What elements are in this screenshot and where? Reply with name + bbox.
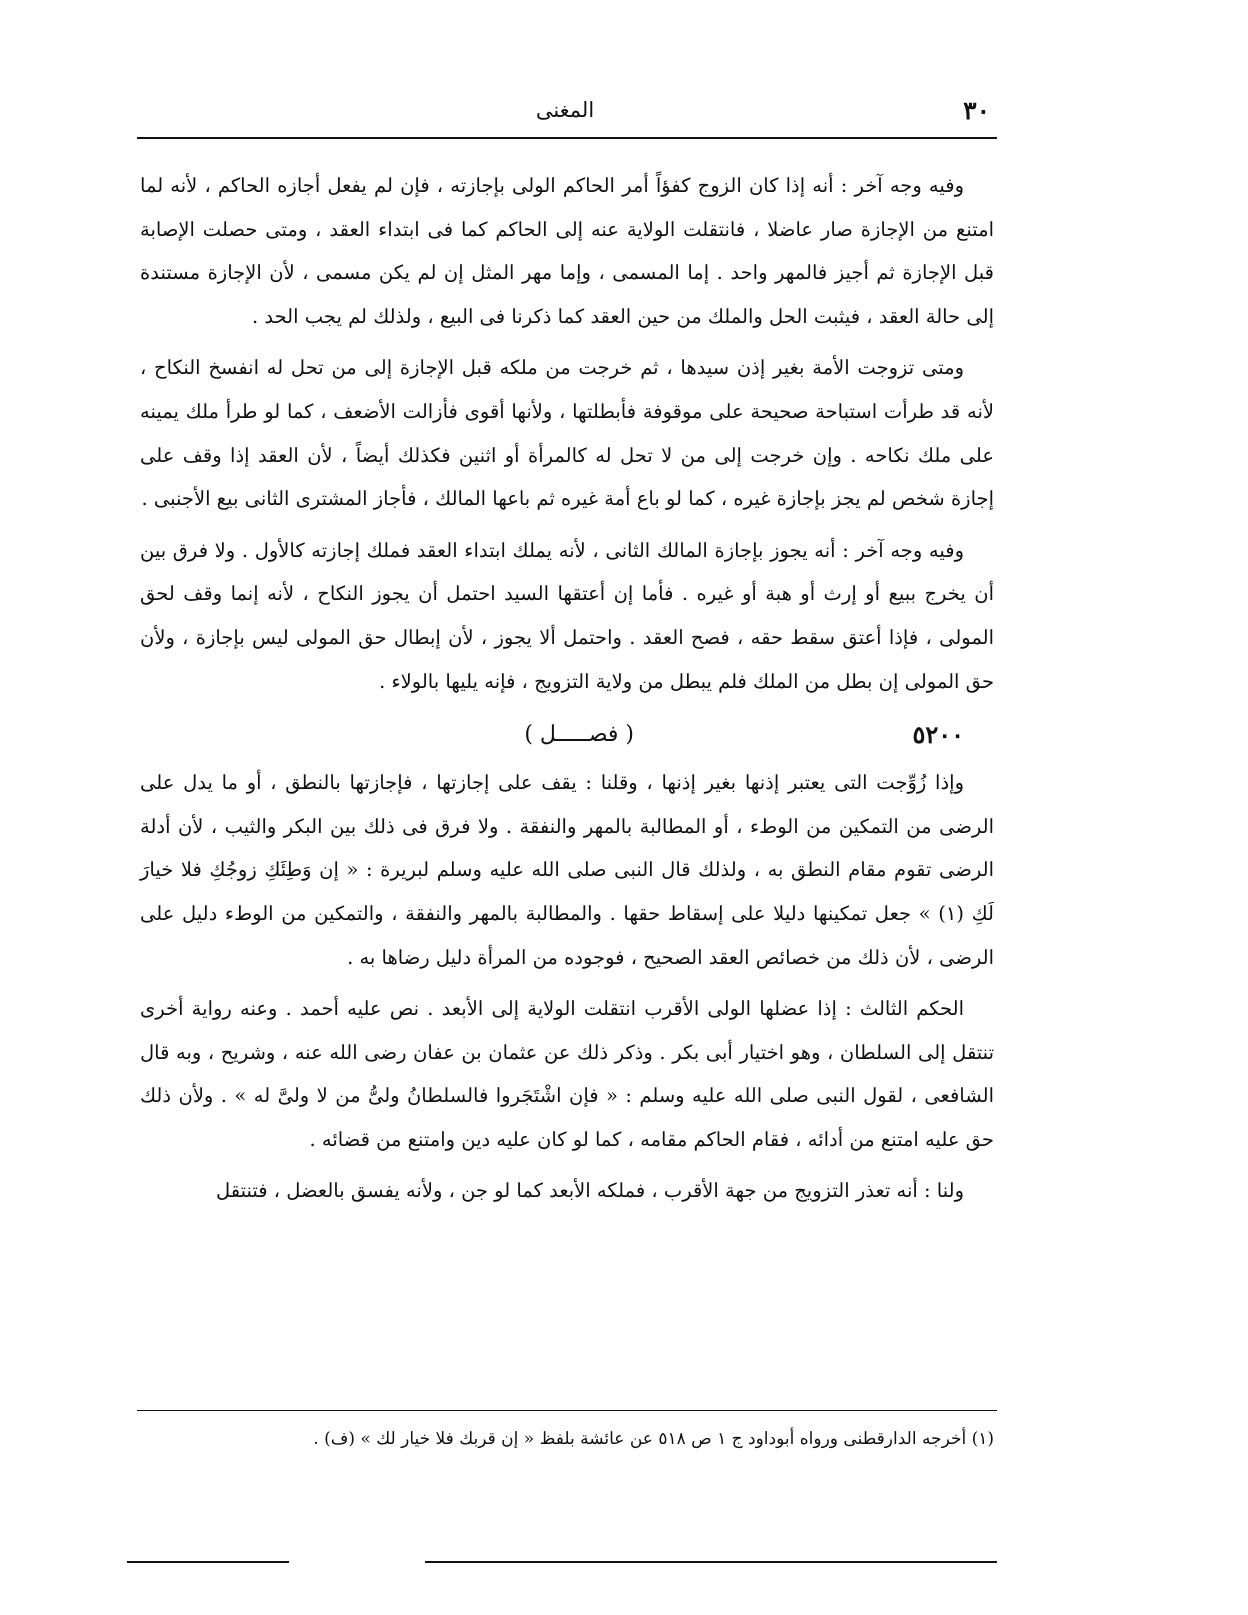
section-heading (140, 711, 994, 751)
section-number: ٥٢٠٠ (912, 720, 964, 750)
section-title: ( فصـــــل ) (524, 722, 634, 748)
page-number: ٣٠ (963, 96, 990, 125)
paragraph: وإذا زُوِّجت التى يعتبر إذنها بغير إذنها ، وقلنا : يقف على إجازتها ، فإجازتها بالنطق ، أو ما يدل على الرضى من التمكين من الوطء ، أو المطالبة بالمهر والنفقة . ولا فرق فى ذلك بين البكر والثيب ، لأن أدلة الرضى تقوم مقام النطق به ، ولذلك قال النبى صلى الله عليه وسلم لبريرة : « إن وَطِئَكِ زوجُكِ فلا خيارَ لَكِ (١) » جعل تمكينها دليلا على إسقاط حقها . والمطالبة بالمهر والنفقة ، والتمكين من الوطء دليل على الرضى ، لأن ذلك من خصائص العقد الصحيح ، فوجوده من المرأة دليل رضاها به . (140, 771, 994, 969)
bottom-rule (425, 1561, 997, 1563)
running-title: المغنى (535, 98, 595, 122)
paragraph: وفيه وجه آخر : أنه يجوز بإجازة المالك الثانى ، لأنه يملك ابتداء العقد فملك إجازته كالأول . ولا فرق بين أن يخرج ببيع أو إرث أو هبة أو غيره . فأما إن أعتقها السيد احتمل أن يجوز النكاح ، لأنه إنما وقف لحق المولى ، فإذا أعتق سقط حقه ، فصح العقد . واحتمل ألا يجوز ، لأن إبطال حق المولى ليس بإجازة ، ولأن حق المولى إن بطل من الملك فلم يبطل من ولاية التزويج ، فإنه يليها بالولاء . (140, 538, 994, 693)
paragraph: ومتى تزوجت الأمة بغير إذن سيدها ، ثم خرجت من ملكه قبل الإجازة إلى من تحل له انفسخ النكاح ، لأنه قد طرأت استباحة صحيحة على موقوفة فأبطلتها ، ولأنها أقوى فأزالت الأضعف ، كما لو طرأ ملك يمينه على ملك نكاحه . وإن خرجت إلى من لا تحل له كالمرأة أو اثنين فكذلك أيضاً ، لأن العقد إذا وقف على إجازة شخص لم يجز بإجازة غيره ، كما لو باع أمة غيره ثم باعها المالك ، فأجاز المشترى الثانى بيع الأجنبى . (140, 356, 994, 511)
bottom-rule (127, 1561, 289, 1563)
paragraph: وفيه وجه آخر : أنه إذا كان الزوج كفؤاً أمر الحاكم الولى بإجازته ، فإن لم يفعل أجازه الحاكم ، لأنه لما امتنع من الإجازة صار عاضلا ، فانتقلت الولاية عنه إلى الحاكم كما فى ابتداء العقد ، ومتى حصلت الإصابة قبل الإجازة ثم أجيز فالمهر واحد . إما المسمى ، وإما مهر المثل إن لم يكن مسمى ، لأن الإجازة مستندة إلى حالة العقد ، فيثبت الحل والملك من حين العقد كما ذكرنا فى البيع ، ولذلك لم يجب الحد . (140, 174, 994, 328)
header-divider (137, 137, 997, 139)
footnote: (١) أخرجه الدارقطنى ورواه أبوداود ج ١ ص ٥١٨ عن عائشة بلفظ « إن قربك فلا خيار لك » (ف) . (313, 1429, 994, 1449)
footnote-divider (137, 1410, 997, 1411)
page-header (140, 96, 990, 136)
main-text (140, 164, 994, 1221)
paragraph: الحكم الثالث : إذا عضلها الولى الأقرب انتقلت الولاية إلى الأبعد . نص عليه أحمد . وعنه رواية أخرى تنتقل إلى السلطان ، وهو اختيار أبى بكر . وذكر ذلك عن عثمان بن عفان رضى الله عنه ، وشريح ، وبه قال الشافعى ، لقول النبى صلى الله عليه وسلم : « فإن اشْتَجَروا فالسلطانُ ولىُّ من لا ولىَّ له » . ولأن ذلك حق عليه امتنع من أدائه ، فقام الحاكم مقامه ، كما لو كان عليه دين وامتنع من قضائه . (140, 997, 994, 1151)
paragraph: ولنا : أنه تعذر التزويج من جهة الأقرب ، فملكه الأبعد كما لو جن ، ولأنه يفسق بالعضل ، فتنتقل (215, 1179, 964, 1203)
